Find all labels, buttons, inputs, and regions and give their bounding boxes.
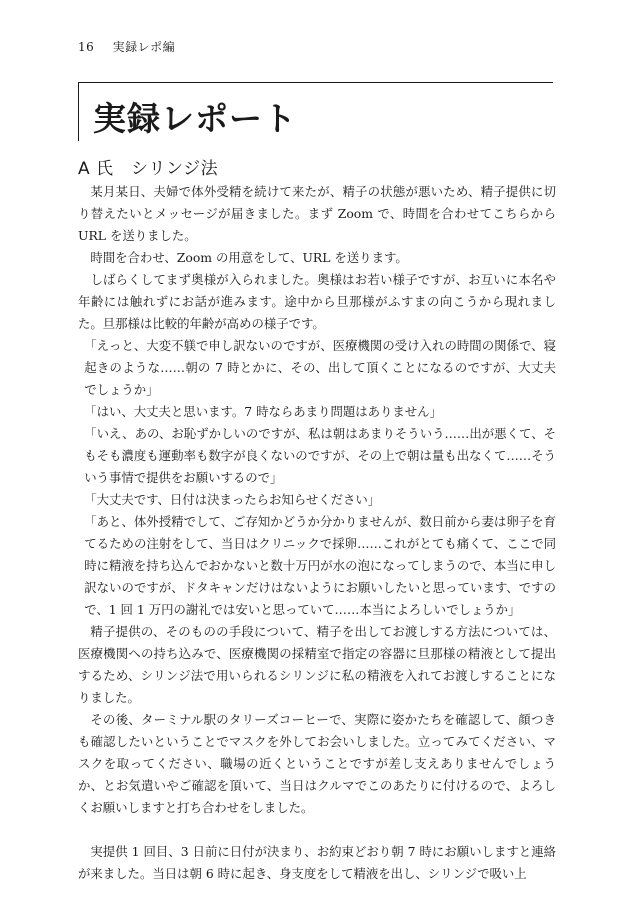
running-head-section: 実録レポ編	[112, 40, 176, 54]
section-heading: A 氏 シリンジ法	[78, 159, 219, 179]
running-head	[78, 38, 175, 55]
dialogue-paragraph: 「大丈夫です、日付は決まったらお知らせください」	[84, 492, 381, 507]
dialogue-paragraph: 「はい、大丈夫と思います。7 時ならあまり問題はありません」	[84, 404, 442, 419]
page-number: 16	[78, 40, 95, 54]
body-paragraph: その後、ターミナル駅のタリーズコーヒーで、実際に姿かたちを確認して、顔つきも確認したいということでマスクを外してお会いしました。立ってみてください、マスクを取ってください、職場の近くということですが差し支えありませんでしょうか、とお気遣いやご確認を頂いて、当日はクルマでこのあたりに付けるので、よろしくお願いしますと打ち合わせをしました。	[78, 712, 556, 815]
body-paragraph: 実提供 1 回目、3 日前に日付が決まり、お約束どおり朝 7 時にお願いしますと連絡が来ました。当日は朝 6 時に起き、身支度をして精液を出し、シリンジで吸い上	[78, 844, 556, 881]
body-paragraph: 時間を合わせ、Zoom の用意をして、URL を送ります。	[90, 250, 408, 265]
dialogue-paragraph: 「えっと、大変不躾で申し訳ないのですが、医療機関の受け入れの時間の関係で、寝起きのような……朝の 7 時とかに、その、出して頂くことになるのですが、大丈夫でしょうか」	[84, 338, 556, 397]
body-paragraph: 精子提供の、そのものの手段について、精子を出してお渡しする方法については、医療機関への持ち込みで、医療機関の採精室で指定の容器に旦那様の精液として提出するため、シリンジ法で用いられるシリンジに私の精液を入れてお渡しすることになりました。	[78, 624, 556, 705]
body-paragraph: しばらくしてまず奥様が入られました。奥様はお若い様子ですが、お互いに本名や年齢には触れずにお話が進みます。途中から旦那様がふすまの向こうから現れました。旦那様は比較的年齢が高めの様子です。	[78, 272, 556, 331]
dialogue-paragraph: 「いえ、あの、お恥ずかしいのですが、私は朝はあまりそういう……出が悪くて、そもそも濃度も運動率も数字が良くないのですが、その上で朝は量も出なくて……そういう事情で提供をお願いするので」	[84, 426, 556, 485]
title-box	[78, 82, 553, 141]
dialogue-paragraph: 「あと、体外授精でして、ご存知かどうか分かりませんが、数日前から妻は卵子を育てるための注射をして、当日はクリニックで採卵……これがとても痛くて、ここで同時に精液を持ち込んでおかないと数十万円が水の泡になってしまうので、本当に申し訳ないのですが、ドタキャンだけはないようにお願いしたいと思っています、ですので、1 回 1 万円の謝礼では安いと思っていて……本当によろしいでしょうか」	[84, 514, 556, 617]
page-title: 実録レポート	[93, 99, 297, 138]
body-paragraph: 某月某日、夫婦で体外受精を続けて来たが、精子の状態が悪いため、精子提供に切り替えたいとメッセージが届きました。まず Zoom で、時間を合わせてこちらから URL を送りました。	[78, 184, 556, 243]
paragraph-spacer	[78, 819, 556, 841]
body-text	[78, 181, 556, 885]
